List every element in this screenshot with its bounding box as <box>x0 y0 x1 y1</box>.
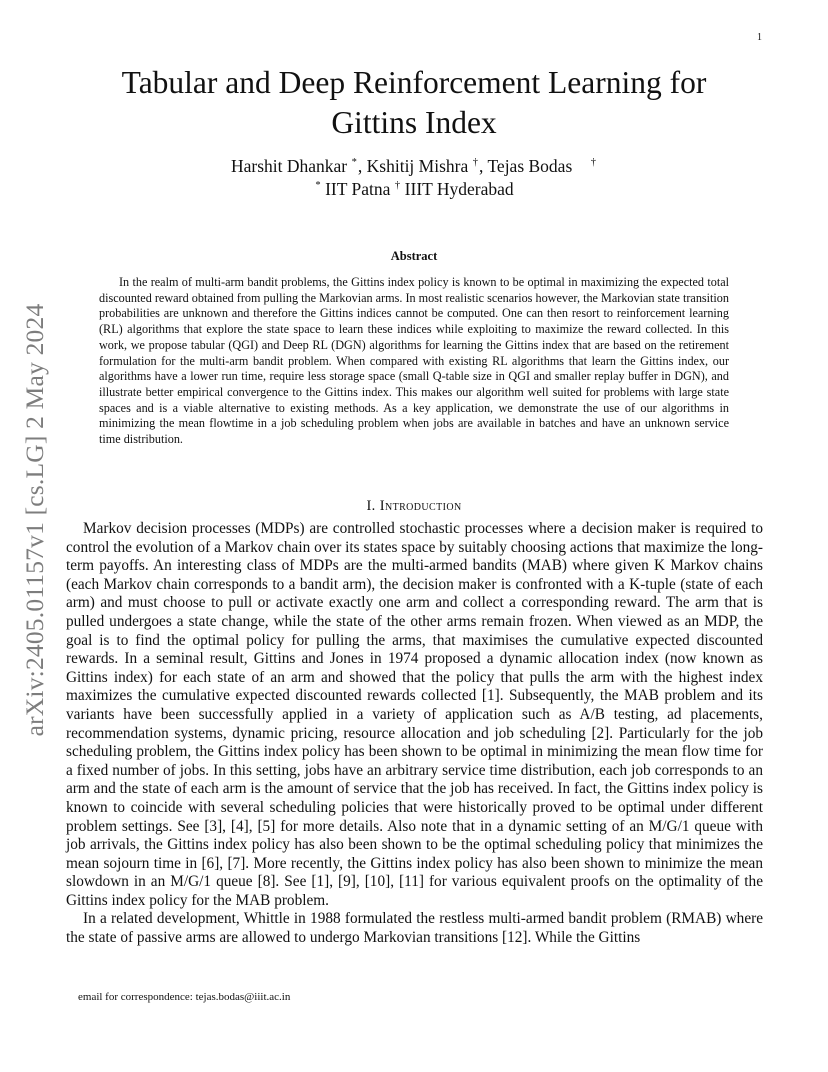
affiliation-mark: * <box>315 180 321 191</box>
affiliation-mark: † <box>394 180 401 191</box>
arxiv-identifier-stamp: arXiv:2405.01157v1 [cs.LG] 2 May 2024 <box>20 303 49 737</box>
body-paragraph: Markov decision processes (MDPs) are controlled stochastic processes where a decision maker is required to control the evolution of a Markov chain over its states space by suitably choosing actions that maximize the long-term payoffs. An interesting class of MDPs are the multi-armed bandits (MAB) where given K Markov chains (each Markov chain corresponds to a bandit arm), the decision maker is confronted with a K-tuple (state of each arm) and must choose to pull or activate exactly one arm and collect a corresponding reward. The arm that is pulled undergoes a state change, while the state of the other arms remain frozen. When viewed as an MDP, the goal is to find the optimal policy for pulling the arms, that maximises the cumulative expected discounted rewards. In a seminal result, Gittins and Jones in 1974 proposed a dynamic allocation index (now known as Gittins index) for each state of an arm and showed that the policy that pulls the arm with the highest index maximizes the cumulative expected discounted rewards collected [1]. Subsequently, the MAB problem and its variants have been successfully applied in a variety of application such as A/B testing, ad placements, recommendation systems, dynamic pricing, resource allocation and job scheduling [2]. Particularly for the job scheduling problem, the Gittins index policy has been shown to be optimal in minimizing the mean flow time for a fixed number of jobs. In this setting, jobs have an arbitrary service time distribution, each job corresponds to an arm and the state of each arm is the amount of service that the job has received. In fact, the Gittins index policy is known to coincide with several scheduling policies that were historically proved to be optimal under different problem settings. See [3], [4], [5] for more details. Also note that in a dynamic setting of an M/G/1 queue with job arrivals, the Gittins index policy has also been shown to be the optimal scheduling policy that minimizes the mean sojourn time in [6], [7]. More recently, the Gittins index policy has also been shown to minimize the mean slowdown in an M/G/1 queue [8]. See [1], [9], [10], [11] for various equivalent proofs on the optimality of the Gittins index policy for the MAB problem. <box>66 520 763 909</box>
section-heading: I. Introduction <box>366 498 462 514</box>
title-line-2: Gittins Index <box>331 105 497 140</box>
body-paragraph: In a related development, Whittle in 1988 formulated the restless multi-armed bandit problem (RMAB) where the state of passive arms are allowed to undergo Markovian transitions [12]. While the Gittins <box>66 910 763 947</box>
correspondence-footnote: email for correspondence: tejas.bodas@iiit.ac.in <box>78 991 291 1003</box>
page-number: 1 <box>757 32 762 43</box>
author-separator: , <box>357 156 367 176</box>
author-name: Tejas Bodas <box>487 156 573 176</box>
title-line-1: Tabular and Deep Reinforcement Learning for <box>121 65 707 100</box>
paper-title <box>64 63 764 143</box>
author-list <box>64 152 764 177</box>
abstract-text: In the realm of multi-arm bandit problems, the Gittins index policy is known to be optimal in maximizing the expected total discounted reward obtained from pulling the Markovian arms. In most realistic scenarios however, the Markovian state transition probabilities are unknown and therefore the Gittins indices cannot be computed. One can then resort to reinforcement learning (RL) algorithms that explore the state space to learn these indices while exploiting to maximize the reward collected. In this work, we propose tabular (QGI) and Deep RL (DGN) algorithms for learning the Gittins index that are based on the retirement formulation for the multi-arm bandit problem. When compared with existing RL algorithms that learn the Gittins index, our algorithms have a lower run time, require less storage space (small Q-table size in QGI and smaller replay buffer in DGN), and illustrate better empirical convergence to the Gittins index. This makes our algorithm well suited for problems with large state spaces and is a viable alternative to existing methods. As a key application, we demonstrate the use of our algorithms in minimizing the mean flowtime in a job scheduling problem when jobs are available in batches and have an unknown service time distribution. <box>99 275 729 447</box>
author-mark: * <box>351 157 357 168</box>
author-name: Kshitij Mishra <box>366 156 469 176</box>
affiliation-list <box>64 175 764 200</box>
abstract-heading: Abstract <box>390 249 438 263</box>
affiliation-name: IIT Patna <box>325 179 391 199</box>
section-body <box>66 520 763 948</box>
author-name: Harshit Dhankar <box>230 156 348 176</box>
author-separator: , <box>479 156 488 176</box>
author-mark: † <box>590 157 597 168</box>
author-mark: † <box>472 157 479 168</box>
affiliation-name: IIIT Hyderabad <box>404 179 514 199</box>
